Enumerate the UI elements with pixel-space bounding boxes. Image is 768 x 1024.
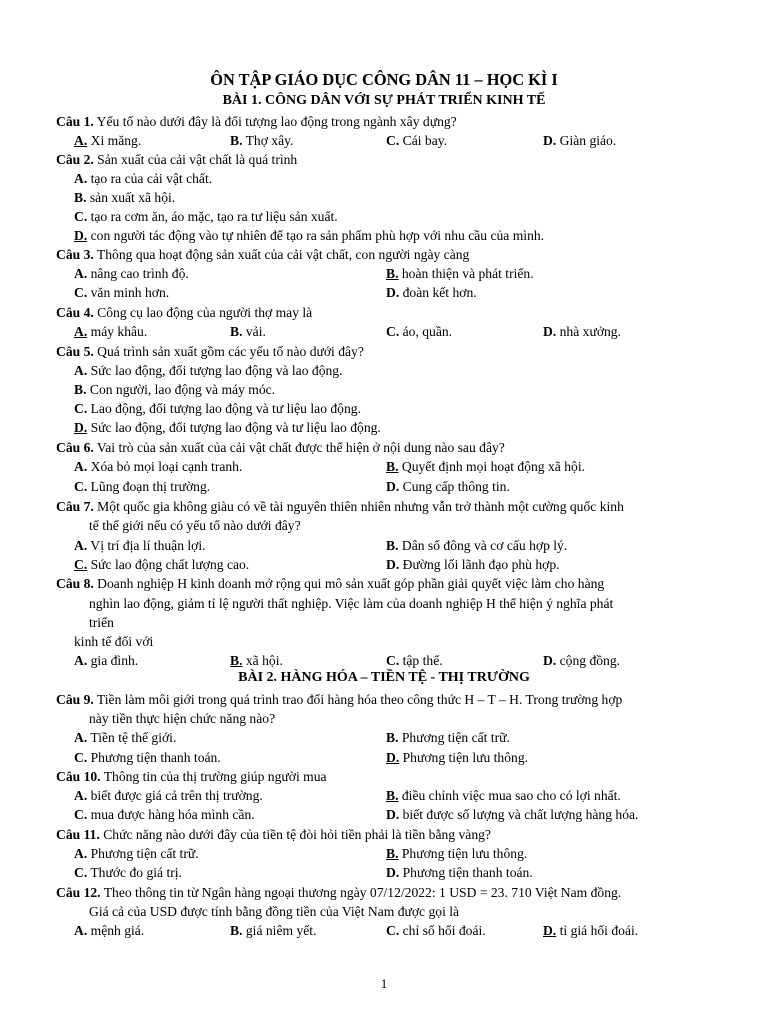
question-2: Câu 2. Sản xuất của cải vật chất là quá trình <box>56 152 298 167</box>
q6-option-b: B. Quyết định mọi hoạt động xã hội. <box>386 459 585 474</box>
question-12-cont: Giá cả của USD được tính bằng đồng tiền của Việt Nam được gọi là <box>89 904 460 919</box>
q6-option-a: A. Xóa bỏ mọi loại cạnh tranh. <box>74 459 243 474</box>
q2-option-c: C. tạo ra cơm ăn, áo mặc, tạo ra tư liệu sản xuất. <box>74 209 338 224</box>
q4-option-c: C. áo, quần. <box>386 324 453 339</box>
lesson-2-heading: BÀI 2. HÀNG HÓA – TIỀN TỆ - THỊ TRƯỜNG <box>238 670 530 685</box>
q8-option-c: C. tập thể. <box>386 653 443 668</box>
q6-option-c: C. Lũng đoạn thị trường. <box>74 479 211 494</box>
q3-option-a: A. nâng cao trình độ. <box>74 266 189 281</box>
question-text: Yếu tố nào dưới đây là đối tượng lao động trong ngành xây dựng? <box>93 114 457 129</box>
question-8: Câu 8. Doanh nghiệp H kinh doanh mở rộng qui mô sản xuất góp phần giải quyết việc làm cho hàng <box>56 576 605 591</box>
question-8-cont: nghìn lao động, giảm tỉ lệ người thất nghiệp. Việc làm của doanh nghiệp H thể hiện ý nghĩa phát <box>89 596 614 611</box>
q7-option-b: B. Dân số đông và cơ cấu hợp lý. <box>386 538 568 553</box>
q11-option-a: A. Phương tiện cất trữ. <box>74 846 199 861</box>
q4-option-a: A. máy khâu. <box>74 324 148 339</box>
q2-option-d: D. con người tác động vào tự nhiên để tạo ra sản phẩm phù hợp với nhu cầu của mình. <box>74 228 545 243</box>
q6-option-d: D. Cung cấp thông tin. <box>386 479 510 494</box>
q3-option-c: C. văn minh hơn. <box>74 285 170 300</box>
question-9: Câu 9. Tiền làm môi giới trong quá trình trao đổi hàng hóa theo công thức H – T – H. Trong trường hợp <box>56 692 623 707</box>
question-9-cont: này tiền thực hiện chức năng nào? <box>89 711 276 726</box>
question-3: Câu 3. Thông qua hoạt động sản xuất của cải vật chất, con người ngày càng <box>56 247 470 262</box>
q4-option-b: B. vải. <box>230 324 266 339</box>
q9-option-c: C. Phương tiện thanh toán. <box>74 750 221 765</box>
q5-option-b: B. Con người, lao động và máy móc. <box>74 382 276 397</box>
q3-option-d: D. đoàn kết hơn. <box>386 285 477 300</box>
q4-option-d: D. nhà xưởng. <box>543 324 621 339</box>
question-8-cont-2: triển <box>89 615 114 630</box>
q7-option-c: C. Sức lao động chất lượng cao. <box>74 557 250 572</box>
q11-option-b: B. Phương tiện lưu thông. <box>386 846 528 861</box>
question-number: Câu 1. <box>56 114 94 129</box>
q12-option-c: C. chỉ số hối đoái. <box>386 923 486 938</box>
q10-option-d: D. biết được số lượng và chất lượng hàng hóa. <box>386 807 639 822</box>
question-7-cont: tế thế giới nếu có yếu tố nào dưới đây? <box>89 518 301 533</box>
q10-option-b: B. điều chỉnh việc mua sao cho có lợi nhất. <box>386 788 621 803</box>
document-title: ÔN TẬP GIÁO DỤC CÔNG DÂN 11 – HỌC KÌ I <box>210 70 558 89</box>
q1-option-c: C. Cái bay. <box>386 133 448 148</box>
q5-option-c: C. Lao động, đối tượng lao động và tư liệu lao động. <box>74 401 361 416</box>
q10-option-a: A. biết được giá cả trên thị trường. <box>74 788 263 803</box>
q12-option-b: B. giá niêm yết. <box>230 923 317 938</box>
q1-option-a: A. Xi măng. <box>74 133 142 148</box>
q11-option-d: D. Phương tiện thanh toán. <box>386 865 533 880</box>
q1-option-b: B. Thợ xây. <box>230 133 294 148</box>
q9-option-b: B. Phương tiện cất trữ. <box>386 730 510 745</box>
question-12: Câu 12. Theo thông tin từ Ngân hàng ngoại thương ngày 07/12/2022: 1 USD = 23. 710 Việt Nam đồng. <box>56 885 622 900</box>
question-5: Câu 5. Quá trình sản xuất gồm các yếu tố nào dưới đây? <box>56 344 364 359</box>
question-7: Câu 7. Một quốc gia không giàu có về tài nguyên thiên nhiên nhưng vẫn trở thành một cường quốc kinh <box>56 499 624 514</box>
q9-option-d: D. Phương tiện lưu thông. <box>386 750 529 765</box>
lesson-1-heading: BÀI 1. CÔNG DÂN VỚI SỰ PHÁT TRIỂN KINH TẾ <box>222 93 546 108</box>
q2-option-b: B. sản xuất xã hội. <box>74 190 176 205</box>
question-4: Câu 4. Công cụ lao động của người thợ may là <box>56 305 313 320</box>
q8-option-d: D. cộng đồng. <box>543 653 621 668</box>
q11-option-c: C. Thước đo giá trị. <box>74 865 182 880</box>
q12-option-d: D. tỉ giá hối đoái. <box>543 923 639 938</box>
q2-option-a: A. tạo ra của cải vật chất. <box>74 171 213 186</box>
question-1 <box>56 112 457 131</box>
question-10: Câu 10. Thông tin của thị trường giúp người mua <box>56 769 327 784</box>
q7-option-d: D. Đường lối lãnh đạo phù hợp. <box>386 557 560 572</box>
q10-option-c: C. mua được hàng hóa mình cần. <box>74 807 255 822</box>
q12-option-a: A. mệnh giá. <box>74 923 145 938</box>
q1-option-d: D. Giàn giáo. <box>543 133 617 148</box>
q7-option-a: A. Vị trí địa lí thuận lợi. <box>74 538 206 553</box>
page-number: 1 <box>380 976 388 991</box>
question-11: Câu 11. Chức năng nào dưới đây của tiền tệ đòi hỏi tiền phải là tiền bằng vàng? <box>56 827 491 842</box>
q5-option-d: D. Sức lao động, đối tượng lao động và tư liệu lao động. <box>74 420 381 435</box>
q8-option-a: A. gia đình. <box>74 653 139 668</box>
q9-option-a: A. Tiền tệ thế giới. <box>74 730 177 745</box>
q5-option-a: A. Sức lao động, đối tượng lao động và lao động. <box>74 363 343 378</box>
q3-option-b: B. hoàn thiện và phát triển. <box>386 266 534 281</box>
q8-option-b: B. xã hội. <box>230 653 283 668</box>
question-8-cont-3: kinh tế đối với <box>74 634 154 649</box>
question-6: Câu 6. Vai trò của sản xuất của cải vật chất được thể hiện ở nội dung nào sau đây? <box>56 440 505 455</box>
